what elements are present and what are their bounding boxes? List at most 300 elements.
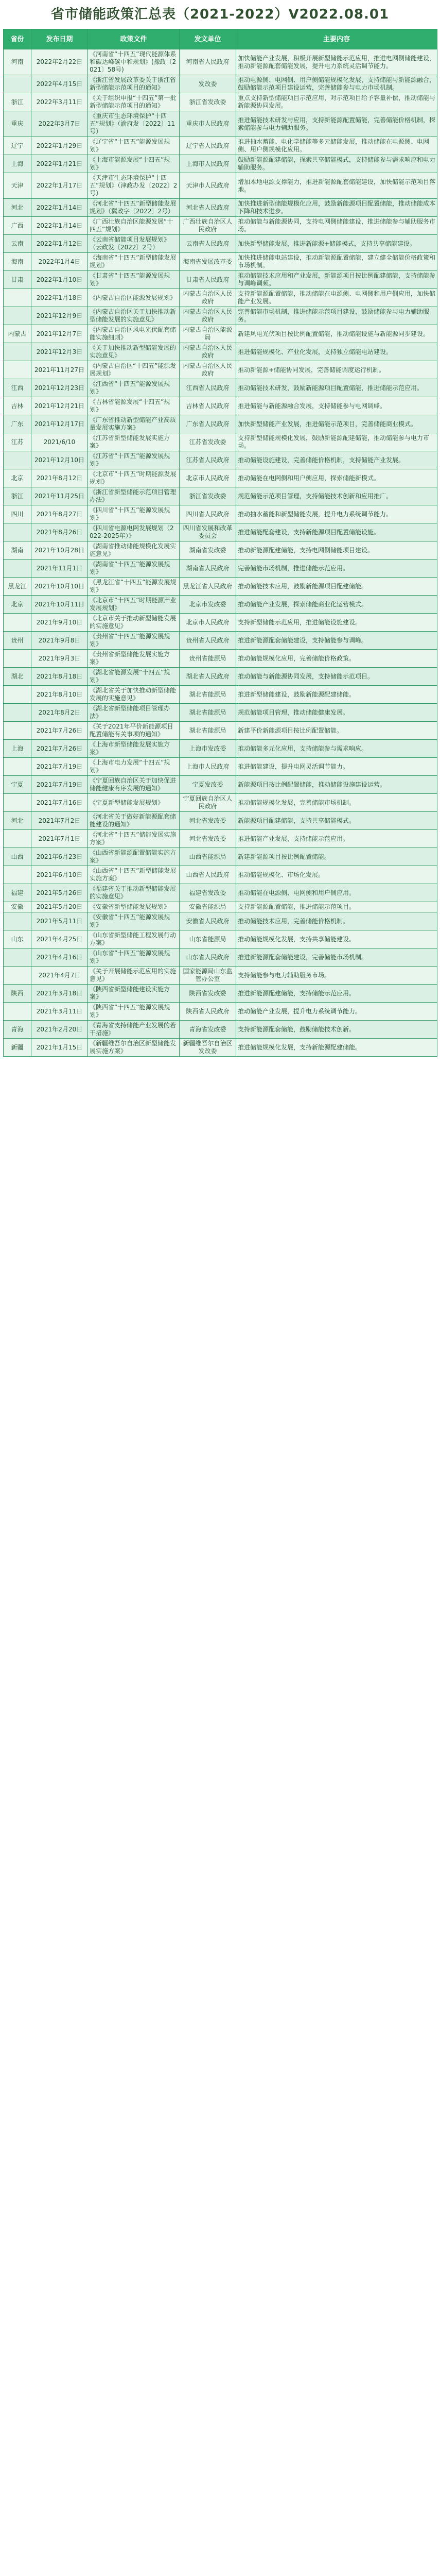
table-row [4, 912, 437, 930]
cell-policy: 《吉林省能源发展“十四五”规划》 [88, 397, 180, 415]
cell-date: 2021年9月8日 [31, 632, 88, 650]
cell-content: 推动储能规模化应用，完善储能价格政策。 [236, 650, 437, 668]
cell-date: 2021年11月1日 [31, 560, 88, 578]
cell-date: 2022年3月7日 [31, 111, 88, 137]
table-row [4, 686, 437, 704]
table-row [4, 487, 437, 505]
cell-policy: 《广西壮族自治区能源发展“十四五”规划》 [88, 217, 180, 235]
cell-policy: 《云南省储能项目发展规划》（云政发〔2022〕2号） [88, 235, 180, 253]
cell-province: 青海 [4, 1021, 31, 1039]
cell-province: 上海 [4, 155, 31, 173]
cell-policy: 《贵州省“十四五”能源发展规划》 [88, 632, 180, 650]
cell-date: 2021年12月3日 [31, 343, 88, 361]
cell-policy: 《山西省“十四五”新型储能发展实施方案》 [88, 866, 180, 884]
cell-date: 2022年1月14日 [31, 199, 88, 217]
table-row [4, 397, 437, 415]
table-row [4, 830, 437, 848]
cell-policy: 《江苏省“十四五”能源发展规划》 [88, 451, 180, 469]
table-row [4, 596, 437, 614]
cell-province: 天津 [4, 173, 31, 199]
cell-province: 河北 [4, 812, 31, 830]
cell-policy: 《天津市生态环境保护“十四五”规划》（津政办发〔2022〕2号） [88, 173, 180, 199]
cell-province [4, 289, 31, 307]
cell-content: 新能源项目配建储能，支持共享储能模式。 [236, 812, 437, 830]
table-row [4, 902, 437, 912]
cell-content: 推进储能技术研发与应用，支持新能源配置储能，完善储能价格机制，探索储能参与电力辅助服务。 [236, 111, 437, 137]
cell-date: 2022年2月22日 [31, 49, 88, 75]
cell-issuer: 贵州省人民政府 [180, 632, 236, 650]
cell-content: 推动储能技术应用，鼓励新能源项目配建储能。 [236, 578, 437, 596]
cell-content: 鼓励新能源配建储能，探索共享储能模式，支持储能参与需求响应和电力辅助服务。 [236, 155, 437, 173]
cell-issuer: 四川省发展和改革委员会 [180, 523, 236, 541]
table-header-row [4, 29, 437, 49]
cell-content: 新建平价新能源项目按比例配置储能。 [236, 722, 437, 740]
cell-policy: 《广东省推动新型储能产业高质量发展实施方案》 [88, 415, 180, 433]
table-row [4, 155, 437, 173]
cell-issuer: 天津市人民政府 [180, 173, 236, 199]
cell-issuer: 黑龙江省人民政府 [180, 578, 236, 596]
cell-content: 推进新能源配套储能建设，支持储能参与调峰。 [236, 632, 437, 650]
cell-issuer: 发改委 [180, 75, 236, 93]
cell-province [4, 614, 31, 632]
cell-content: 推动抽水蓄能和新型储能发展，提升电力系统调节能力。 [236, 505, 437, 523]
cell-province [4, 948, 31, 967]
cell-issuer: 吉林省人民政府 [180, 397, 236, 415]
cell-policy: 《湖北省能源发展“十四五”规划》 [88, 668, 180, 686]
cell-date: 2022年1月14日 [31, 217, 88, 235]
cell-date: 2021年8月10日 [31, 686, 88, 704]
cell-issuer: 福建省发改委 [180, 884, 236, 902]
table-row [4, 722, 437, 740]
page-title: 省市储能政策汇总表（2021-2022）V2022.08.01 [50, 7, 390, 22]
cell-province [4, 343, 31, 361]
cell-province [4, 704, 31, 722]
table-row [4, 415, 437, 433]
cell-content: 支持新能源配套储能，鼓励储能技术创新。 [236, 1021, 437, 1039]
cell-content: 完善储能市场机制，推进储能示范项目建设，鼓励储能参与电力辅助服务。 [236, 307, 437, 325]
cell-content: 推进储能规模化发展，支持新能源配建储能。 [236, 1039, 437, 1057]
cell-date: 2021年8月26日 [31, 523, 88, 541]
cell-province: 北京 [4, 596, 31, 614]
cell-issuer: 湖南省发改委 [180, 541, 236, 560]
cell-date: 2021年12月17日 [31, 415, 88, 433]
cell-policy: 《山西省新能源配置储能实施方案》 [88, 848, 180, 866]
table-row [4, 776, 437, 794]
cell-province: 上海 [4, 740, 31, 758]
cell-content: 推动储能规模化发展，完善储能市场机制。 [236, 794, 437, 812]
cell-content: 推进新型储能建设，鼓励新能源配建储能。 [236, 686, 437, 704]
table-row [4, 967, 437, 985]
table-row [4, 469, 437, 487]
cell-policy: 《辽宁省“十四五”能源发展规划》 [88, 137, 180, 155]
cell-issuer: 河南省人民政府 [180, 49, 236, 75]
cell-date: 2021年3月18日 [31, 985, 88, 1003]
table-row [4, 289, 437, 307]
table-row [4, 173, 437, 199]
table-row [4, 560, 437, 578]
header-province: 省份 [4, 29, 31, 49]
cell-issuer: 云南省人民政府 [180, 235, 236, 253]
cell-content: 加快新型储能发展，推进新能源+储能模式，支持共享储能建设。 [236, 235, 437, 253]
cell-province: 安徽 [4, 902, 31, 912]
cell-content: 推动储能产业发展，提升电力系统调节能力。 [236, 1003, 437, 1021]
cell-province: 广东 [4, 415, 31, 433]
cell-content: 推进储能建设，提升电网灵活调节能力。 [236, 758, 437, 776]
cell-date: 2021年4月16日 [31, 948, 88, 967]
cell-content: 推动储能与新能源协同发展，支持储能示范项目。 [236, 668, 437, 686]
cell-policy: 《北京市“十四五”时期能源发展规划》 [88, 469, 180, 487]
cell-date: 2021年12月23日 [31, 379, 88, 397]
policy-table [3, 29, 437, 1057]
cell-date: 2021年6月23日 [31, 848, 88, 866]
cell-province [4, 686, 31, 704]
cell-policy: 《河北省“十四五”新型储能发展规划》（冀政字〔2022〕2号） [88, 199, 180, 217]
cell-content: 推动电源侧、电网侧、用户侧储能规模化发展，支持储能与新能源融合，鼓励储能示范项目建设运营，完善储能参与电力市场机制。 [236, 75, 437, 93]
table-row [4, 632, 437, 650]
cell-issuer: 上海市人民政府 [180, 155, 236, 173]
cell-policy: 《江西省“十四五”能源发展规划》 [88, 379, 180, 397]
table-row [4, 451, 437, 469]
cell-issuer: 浙江省发改委 [180, 487, 236, 505]
table-row [4, 740, 437, 758]
header-date: 发布日期 [31, 29, 88, 49]
cell-province: 贵州 [4, 632, 31, 650]
cell-content: 推动储能与新能源协同，支持电网侧储能建设，推进储能参与辅助服务市场。 [236, 217, 437, 235]
cell-date: 2021年9月3日 [31, 650, 88, 668]
cell-date: 2021年1月15日 [31, 1039, 88, 1057]
cell-content: 加快推进储能电站建设，推动新能源配置储能，建立健全储能价格政策和市场机制。 [236, 253, 437, 271]
cell-content: 加快推进新型储能规模化应用，鼓励新能源项目配置储能，推动储能成本下降和技术进步。 [236, 199, 437, 217]
cell-date: 2021年11月25日 [31, 487, 88, 505]
cell-content: 支持新型储能规模化发展，鼓励新能源配建储能，推动储能参与电力市场。 [236, 433, 437, 451]
cell-province: 浙江 [4, 487, 31, 505]
cell-issuer: 湖北省能源局 [180, 686, 236, 704]
cell-content: 推进抽水蓄能、电化学储能等多元储能发展，推动储能在电源侧、电网侧、用户侧规模化应用。 [236, 137, 437, 155]
table-row [4, 199, 437, 217]
cell-policy: 《北京市“十四五”时期能源产业发展规划》 [88, 596, 180, 614]
cell-date: 2021年8月27日 [31, 505, 88, 523]
cell-policy: 《四川省电源电网发展规划（2022-2025年）》 [88, 523, 180, 541]
table-row [4, 930, 437, 948]
cell-issuer: 内蒙古自治区人民政府 [180, 307, 236, 325]
cell-issuer: 河北省人民政府 [180, 199, 236, 217]
cell-policy: 《江苏省新型储能发展实施方案》 [88, 433, 180, 451]
cell-province: 湖南 [4, 541, 31, 560]
cell-issuer: 湖北省能源局 [180, 704, 236, 722]
cell-date: 2021年2月20日 [31, 1021, 88, 1039]
table-row [4, 541, 437, 560]
cell-issuer: 重庆市人民政府 [180, 111, 236, 137]
cell-issuer: 浙江省发改委 [180, 93, 236, 111]
cell-date: 2022年1月18日 [31, 289, 88, 307]
cell-content: 推动储能技术应用，完善储能价格机制。 [236, 912, 437, 930]
cell-province [4, 1003, 31, 1021]
cell-date: 2021年12月10日 [31, 451, 88, 469]
table-row [4, 1021, 437, 1039]
table-row [4, 848, 437, 866]
cell-issuer: 河北省发改委 [180, 830, 236, 848]
table-row [4, 325, 437, 343]
cell-content: 推动储能在电源侧、电网侧和用户侧应用。 [236, 884, 437, 902]
table-row [4, 985, 437, 1003]
cell-content: 推进新能源配套储能建设，完善储能市场机制。 [236, 948, 437, 967]
cell-policy: 《浙江省发展改革委关于浙江省新型储能示范项目的通知》 [88, 75, 180, 93]
cell-content: 完善储能市场机制，推进储能示范应用。 [236, 560, 437, 578]
cell-content: 重点支持新型储能项目示范应用，对示范项目给予容量补偿，推动储能与新能源协同发展。 [236, 93, 437, 111]
cell-province [4, 758, 31, 776]
cell-policy: 《河北省“十四五”储能发展实施方案》 [88, 830, 180, 848]
cell-content: 推动新能源配建储能，支持电网侧储能项目建设。 [236, 541, 437, 560]
cell-policy: 《上海市电力发展“十四五”规划》 [88, 758, 180, 776]
cell-date: 2022年1月21日 [31, 155, 88, 173]
cell-policy: 《河北省关于做好新能源配套储能建设的通知》 [88, 812, 180, 830]
cell-policy: 《内蒙古自治区风电光伏配套储能实施细则》 [88, 325, 180, 343]
cell-policy: 《上海市能源发展“十四五”规划》 [88, 155, 180, 173]
cell-content: 推动储能技术应用和产业发展，新能源项目按比例配建储能，支持储能参与调峰调频。 [236, 271, 437, 289]
cell-issuer: 国家能源局山东监管办公室 [180, 967, 236, 985]
cell-content: 推动储能产业发展，探索储能商业化运营模式。 [236, 596, 437, 614]
table-row [4, 614, 437, 632]
cell-policy: 《山东省新型储能工程发展行动方案》 [88, 930, 180, 948]
cell-content: 新建新能源项目按比例配置储能。 [236, 848, 437, 866]
cell-policy: 《湖南省“十四五”能源发展规划》 [88, 560, 180, 578]
cell-content: 支持新能源配置储能，推动储能在电源侧、电网侧和用户侧应用，加快储能产业发展。 [236, 289, 437, 307]
cell-policy: 《湖南省推动储能规模化发展实施意见》 [88, 541, 180, 560]
cell-date: 2022年1月17日 [31, 173, 88, 199]
cell-content: 推动储能规模化发展，支持共享储能建设。 [236, 930, 437, 948]
cell-content: 推进新能源配建储能，支持储能示范应用。 [236, 985, 437, 1003]
cell-issuer: 贵州省能源局 [180, 650, 236, 668]
cell-issuer: 安徽省人民政府 [180, 912, 236, 930]
cell-policy: 《重庆市生态环境保护“十四五”规划》（渝府发〔2022〕11号） [88, 111, 180, 137]
cell-province: 吉林 [4, 397, 31, 415]
cell-content: 推进储能规模化、产业化发展，支持独立储能电站建设。 [236, 343, 437, 361]
cell-province: 山东 [4, 930, 31, 948]
cell-province [4, 523, 31, 541]
cell-province: 四川 [4, 505, 31, 523]
cell-province: 内蒙古 [4, 325, 31, 343]
cell-content: 推动新能源+储能协同发展，完善储能调度运行机制。 [236, 361, 437, 379]
table-row [4, 235, 437, 253]
cell-date: 2021年5月26日 [31, 884, 88, 902]
table-row [4, 271, 437, 289]
cell-content: 规范储能示范项目管理，支持储能技术创新和应用推广。 [236, 487, 437, 505]
cell-issuer: 广东省人民政府 [180, 415, 236, 433]
cell-content: 加快新型储能产业发展，推进储能示范项目，完善储能商业模式。 [236, 415, 437, 433]
cell-content: 支持新能源配置储能，推进储能示范项目。 [236, 902, 437, 912]
cell-issuer: 安徽省能源局 [180, 902, 236, 912]
cell-issuer: 海南省发展改革委 [180, 253, 236, 271]
cell-policy: 《新疆维吾尔自治区新型储能发展实施方案》 [88, 1039, 180, 1057]
cell-issuer: 新疆维吾尔自治区发改委 [180, 1039, 236, 1057]
table-row [4, 75, 437, 93]
cell-date: 2021年8月2日 [31, 704, 88, 722]
cell-date: 2022年1月29日 [31, 137, 88, 155]
header-content: 主要内容 [236, 29, 437, 49]
cell-province [4, 830, 31, 848]
cell-policy: 《宁夏回族自治区关于加快促进储能健康有序发展的通知》 [88, 776, 180, 794]
cell-date: 2021年7月16日 [31, 794, 88, 812]
cell-province [4, 967, 31, 985]
cell-date: 2021年4月25日 [31, 930, 88, 948]
cell-date: 2022年1月12日 [31, 235, 88, 253]
cell-issuer: 北京市人民政府 [180, 614, 236, 632]
cell-date: 2022年1月4日 [31, 253, 88, 271]
cell-province: 河南 [4, 49, 31, 75]
cell-policy: 《福建省关于推动新型储能发展的实施意见》 [88, 884, 180, 902]
cell-province: 北京 [4, 469, 31, 487]
cell-policy: 《关于加快推动新型储能发展的实施意见》 [88, 343, 180, 361]
cell-policy: 《浙江省新型储能示范项目管理办法》 [88, 487, 180, 505]
cell-date: 2021年12月21日 [31, 397, 88, 415]
table-row [4, 650, 437, 668]
table-row [4, 1003, 437, 1021]
cell-date: 2021年7月1日 [31, 830, 88, 848]
cell-content: 加快储能产业发展，积极开展新型储能示范应用，推进电网侧储能建设，推动新能源配套储能发展，提升电力系统灵活调节能力。 [236, 49, 437, 75]
cell-issuer: 北京市发改委 [180, 596, 236, 614]
cell-policy: 《青海省支持储能产业发展的若干措施》 [88, 1021, 180, 1039]
cell-province: 广西 [4, 217, 31, 235]
cell-issuer: 上海市人民政府 [180, 758, 236, 776]
cell-province [4, 912, 31, 930]
cell-policy: 《山东省“十四五”能源发展规划》 [88, 948, 180, 967]
cell-policy: 《陕西省新型储能建设实施方案》 [88, 985, 180, 1003]
cell-policy: 《上海市新型储能发展实施方案》 [88, 740, 180, 758]
cell-issuer: 宁夏回族自治区人民政府 [180, 794, 236, 812]
cell-policy: 《北京市关于推动新型储能发展的实施意见》 [88, 614, 180, 632]
cell-issuer: 内蒙古自治区能源局 [180, 325, 236, 343]
cell-date: 2021年9月10日 [31, 614, 88, 632]
cell-date: 2021年6月10日 [31, 866, 88, 884]
table-row [4, 137, 437, 155]
table-row [4, 794, 437, 812]
cell-policy: 《海南省“十四五”新型储能发展规划》 [88, 253, 180, 271]
cell-policy: 《四川省“十四五”能源发展规划》 [88, 505, 180, 523]
cell-province: 甘肃 [4, 271, 31, 289]
cell-issuer: 陕西省人民政府 [180, 1003, 236, 1021]
table-row [4, 578, 437, 596]
cell-issuer: 陕西省发改委 [180, 985, 236, 1003]
cell-province: 海南 [4, 253, 31, 271]
table-row [4, 704, 437, 722]
cell-province: 江苏 [4, 433, 31, 451]
cell-province [4, 307, 31, 325]
cell-province [4, 75, 31, 93]
cell-province: 新疆 [4, 1039, 31, 1057]
cell-policy: 《黑龙江省“十四五”能源发展规划》 [88, 578, 180, 596]
cell-issuer: 河北省发改委 [180, 812, 236, 830]
table-row [4, 1039, 437, 1057]
cell-province [4, 361, 31, 379]
cell-province: 辽宁 [4, 137, 31, 155]
cell-content: 新建风电光伏项目按比例配置储能，推动储能设施与新能源同步建设。 [236, 325, 437, 343]
cell-policy: 《湖北省关于加快推动新型储能发展的实施意见》 [88, 686, 180, 704]
cell-content: 支持储能参与电力辅助服务市场。 [236, 967, 437, 985]
cell-policy: 《宁夏新型储能发展规划》 [88, 794, 180, 812]
cell-province: 山西 [4, 848, 31, 866]
cell-date: 2022年3月11日 [31, 93, 88, 111]
cell-province: 宁夏 [4, 776, 31, 794]
cell-date: 2021年12月9日 [31, 307, 88, 325]
cell-date: 2021年3月11日 [31, 1003, 88, 1021]
cell-issuer: 江苏省人民政府 [180, 451, 236, 469]
cell-content: 推进储能配套建设，支持新能源项目配置储能设施。 [236, 523, 437, 541]
cell-date: 2021年7月2日 [31, 812, 88, 830]
cell-issuer: 江西省人民政府 [180, 379, 236, 397]
cell-date: 2021年8月18日 [31, 668, 88, 686]
cell-date: 2021年7月26日 [31, 722, 88, 740]
cell-issuer: 湖南省人民政府 [180, 560, 236, 578]
cell-issuer: 宁夏发改委 [180, 776, 236, 794]
cell-date: 2021年12月7日 [31, 325, 88, 343]
cell-policy: 《内蒙古自治区关于加快推动新型储能发展的实施意见》 [88, 307, 180, 325]
cell-policy: 《内蒙古自治区“十四五”能源发展规划》 [88, 361, 180, 379]
cell-province [4, 866, 31, 884]
table-row [4, 361, 437, 379]
cell-province: 陕西 [4, 985, 31, 1003]
cell-issuer: 四川省人民政府 [180, 505, 236, 523]
cell-province: 黑龙江 [4, 578, 31, 596]
cell-content: 新能源项目按比例配置储能，推动储能设施建设运营。 [236, 776, 437, 794]
header-issuer: 发文单位 [180, 29, 236, 49]
cell-date: 2021年10月10日 [31, 578, 88, 596]
cell-date: 2021年7月19日 [31, 776, 88, 794]
cell-date: 2021/6/10 [31, 433, 88, 451]
cell-issuer: 辽宁省人民政府 [180, 137, 236, 155]
cell-date: 2021年7月19日 [31, 758, 88, 776]
table-row [4, 253, 437, 271]
cell-content: 增加本地电源支撑能力，推进新能源配套储能建设，加快储能示范项目落地。 [236, 173, 437, 199]
table-row [4, 866, 437, 884]
cell-date: 2021年5月20日 [31, 902, 88, 912]
cell-issuer: 甘肃省人民政府 [180, 271, 236, 289]
cell-policy: 《贵州省新型储能发展实施方案》 [88, 650, 180, 668]
table-row [4, 505, 437, 523]
table-row [4, 884, 437, 902]
cell-province: 江西 [4, 379, 31, 397]
cell-content: 推动储能规模化、市场化发展。 [236, 866, 437, 884]
table-row [4, 93, 437, 111]
table-row [4, 758, 437, 776]
cell-content: 推动储能多元化应用，支持储能参与需求响应。 [236, 740, 437, 758]
table-row [4, 948, 437, 967]
cell-issuer: 内蒙古自治区人民政府 [180, 361, 236, 379]
table-body [4, 49, 437, 1057]
cell-province: 湖北 [4, 668, 31, 686]
cell-policy: 《内蒙古自治区能源发展规划》 [88, 289, 180, 307]
cell-issuer: 江苏省发改委 [180, 433, 236, 451]
cell-province [4, 560, 31, 578]
cell-policy: 《湖北省新型储能项目管理办法》 [88, 704, 180, 722]
table-row [4, 307, 437, 325]
cell-policy: 《甘肃省“十四五”能源发展规划》 [88, 271, 180, 289]
cell-content: 推进储能与新能源融合发展，支持储能参与电网调峰。 [236, 397, 437, 415]
table-row [4, 49, 437, 75]
cell-policy: 《关于开展储能示范应用的实施意见》 [88, 967, 180, 985]
table-row [4, 379, 437, 397]
table-row [4, 812, 437, 830]
cell-content: 推动储能技术研发，鼓励新能源项目配置储能，推进储能示范应用。 [236, 379, 437, 397]
cell-policy: 《安徽省新型储能发展规划》 [88, 902, 180, 912]
cell-issuer: 内蒙古自治区人民政府 [180, 343, 236, 361]
cell-date: 2021年10月28日 [31, 541, 88, 560]
cell-issuer: 上海市发改委 [180, 740, 236, 758]
table-row [4, 217, 437, 235]
table-row [4, 343, 437, 361]
cell-province: 重庆 [4, 111, 31, 137]
cell-content: 推动储能在电网侧和用户侧应用，探索储能新模式。 [236, 469, 437, 487]
table-row [4, 111, 437, 137]
